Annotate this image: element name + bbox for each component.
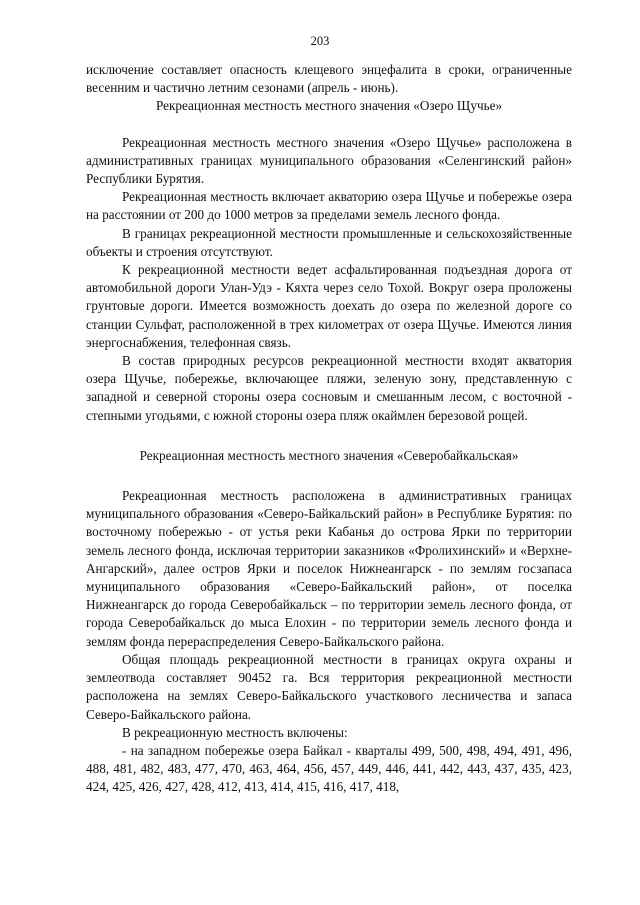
- paragraph-area-shchuchye: Рекреационная местность включает акваторию озера Щучье и побережье озера на расстоянии от 200 до 1000 метров за пределами земель лесного фонда.: [86, 189, 572, 223]
- section-heading-severobaikalskaya: Рекреационная местность местного значения «Северобайкальская»: [139, 447, 519, 463]
- paragraph-resources-shchuchye: В состав природных ресурсов рекреационной местности входят акватория озера Щучье, побережье, включающее пляжи, зеленую зону, представленную с западной и северной стороны озера сосновым и смешанным лесом, с восточной - степными угодьями, с южной стороны озера пляж окаймлен березовой рощей.: [86, 353, 572, 423]
- paragraph-quarters-list: - на западном побережье озера Байкал - кварталы 499, 500, 498, 494, 491, 496, 488, 481, 482, 483, 477, 470, 463, 464, 456, 457, 449, 446, 441, 442, 443, 437, 435, 423, 424, 425, 426, 427, 428, 412, 413, 414, 415, 416, 417, 418,: [86, 742, 572, 795]
- page-number: 203: [310, 34, 330, 48]
- paragraph-location-shchuchye: Рекреационная местность местного значения «Озеро Щучье» расположена в административных границах муниципального образования «Селенгинский район» Республики Бурятия.: [86, 134, 572, 187]
- paragraph-objects-shchuchye: В границах рекреационной местности промышленные и сельскохозяйственные объекты и строения отсутствуют.: [86, 225, 572, 259]
- paragraph-access-shchuchye: К рекреационной местности ведет асфальтированная подъездная дорога от автомобильной дороги Улан-Удэ - Кяхта через село Тохой. Вокруг озера проложены грунтовые дороги. Имеется возможность доехать до озера по железной дороге со станции Сульфат, расположенной в трех километрах от озера Щучье. Имеются линия энергоснабжения, телефонная связь.: [86, 262, 572, 350]
- paragraph-location-severobaikalskaya: Рекреационная местность расположена в административных границах муниципального образования «Северо-Байкальский район» в Республике Бурятия: по восточному побережью - от устья реки Кабанья до острова Ярки по территории земель лесного фонда, исключая территории заказников «Фролихинский» и «Верхне-Ангарский», далее остров Ярки и поселок Нижнеангарск - по землям госзапаса муниципального образования «Северо-Байкальский район», от поселка Нижнеангарск до города Северобайкальск – по территории земель лесного фонда, от города Северобайкальск до мыса Елохин - по территории земель лесного фонда и землям фонда перераспределения Северо-Байкальского района.: [86, 488, 572, 649]
- document-body: [86, 61, 572, 797]
- paragraph-included-intro: В рекреационную местность включены:: [122, 724, 348, 740]
- continuation-paragraph: исключение составляет опасность клещевого энцефалита в сроки, ограниченные весенним и частично летним сезонами (апрель - июнь).: [86, 62, 572, 96]
- section-heading-lake-shchuchye: Рекреационная местность местного значения «Озеро Щучье»: [155, 98, 503, 114]
- paragraph-area-severobaikalskaya: Общая площадь рекреационной местности в границах округа охраны и землеотвода составляет 90452 га. Вся территория рекреационной местности расположена на землях Северо-Байкальского участкового лесничества и запаса Северо-Байкальского района.: [86, 651, 572, 722]
